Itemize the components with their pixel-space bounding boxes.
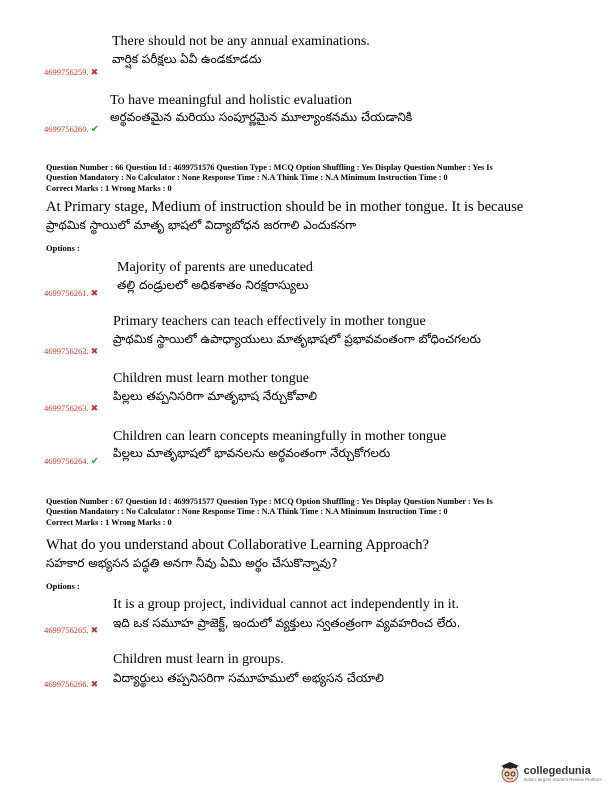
collegedunia-logo	[499, 762, 602, 784]
wrong-mark-icon: ✖	[90, 403, 99, 413]
option-text-te: ఇది ఒక సమూహ ప్రాజెక్ట్, ఇందులో వ్యక్తులు స్వతంత్రంగా వ్యవహరించ లేరు.	[113, 616, 461, 630]
question-marks: Correct Marks : 1 Wrong Marks : 0	[46, 184, 172, 193]
wrong-mark-icon: ✖	[90, 288, 99, 298]
wrong-mark-icon: ✖	[90, 346, 99, 356]
option-text-en: There should not be any annual examinations.	[112, 34, 370, 49]
option-text-te: విద్యార్థులు తప్పనిసరిగా సమూహములో అభ్యసన చేయాలి	[113, 671, 384, 685]
option-text-en: Majority of parents are uneducated	[117, 260, 313, 275]
option-text-en: To have meaningful and holistic evaluation	[110, 93, 353, 108]
option-id: 4699756263. ✖	[44, 403, 99, 413]
option-text-en: Children must learn in groups.	[113, 652, 284, 667]
options-label: Options :	[46, 581, 80, 591]
option-id: 4699756264. ✔	[44, 456, 100, 467]
wrong-mark-icon: ✖	[90, 67, 99, 77]
option-text-en: Primary teachers can teach effectively in mother tongue	[113, 314, 426, 329]
correct-check-icon: ✔	[90, 124, 100, 135]
correct-check-icon: ✔	[90, 456, 100, 467]
options-label: Options :	[46, 243, 80, 253]
question-marks: Correct Marks : 1 Wrong Marks : 0	[46, 518, 172, 527]
option-text-te: అర్థవంతమైన మరియు సంపూర్ణమైన మూల్యాంకనము చేయడానికి	[110, 110, 413, 124]
question-meta: Question Number : 66 Question Id : 4699751576 Question Type : MCQ Option Shuffling : Yes Display Question Number : Yes Is	[46, 163, 493, 172]
option-id: 4699756260. ✔	[44, 124, 100, 135]
question-meta: Question Mandatory : No Calculator : None Response Time : N.A Think Time : N.A Minimum Instruction Time : 0	[46, 173, 448, 182]
option-text-te: వార్షిక పరీక్షలు ఏవీ ఉండకూడదు	[112, 52, 262, 66]
option-text-te: పిల్లలు మాతృభాషలో భావనలను అర్థవంతంగా నేర్చుకోగలరు	[113, 446, 391, 460]
option-id: 4699756261. ✖	[44, 288, 99, 298]
wrong-mark-icon: ✖	[90, 625, 99, 635]
option-text-en: Children can learn concepts meaningfully in mother tongue	[113, 429, 447, 444]
option-text-en: It is a group project, individual cannot act independently in it.	[113, 597, 460, 612]
mascot-icon	[499, 762, 521, 784]
question-stem-en: At Primary stage, Medium of instruction should be in mother tongue. It is because	[46, 199, 524, 215]
wrong-mark-icon: ✖	[90, 679, 99, 689]
option-text-te: పిల్లలు తప్పనిసరిగా మాతృభాష నేర్చుకోవాలి	[113, 389, 318, 403]
logo-tagline: India's largest Student Review Platform	[523, 776, 602, 782]
option-text-te: ప్రాథమిక స్థాయిలో ఉపాధ్యాయులు మాతృభాషలో ప్రభావవంతంగా బోధించగలరు	[113, 332, 481, 346]
option-text-en: Children must learn mother tongue	[113, 371, 309, 386]
option-id: 4699756262. ✖	[44, 346, 99, 356]
question-stem-te: సహకార అభ్యసన పద్ధతి అనగా నీవు ఏమి అర్థం చేసుకొన్నావు?	[46, 556, 338, 570]
question-stem-en: What do you understand about Collaborative Learning Approach?	[46, 537, 429, 553]
option-id: 4699756265. ✖	[44, 625, 99, 635]
option-id: 4699756266. ✖	[44, 679, 99, 689]
question-meta: Question Mandatory : No Calculator : None Response Time : N.A Think Time : N.A Minimum Instruction Time : 0	[46, 507, 448, 516]
option-text-te: తల్లి దండ్రులలో అధికశాతం నిరక్షరాస్యులు	[117, 278, 309, 292]
option-id: 4699756259. ✖	[44, 67, 99, 77]
question-stem-te: ప్రాథమిక స్థాయిలో మాతృ భాషలో విద్యాబోధన జరగాలి ఎందుకనగా	[46, 218, 357, 232]
question-meta: Question Number : 67 Question Id : 4699751577 Question Type : MCQ Option Shuffling : Yes Display Question Number : Yes Is	[46, 497, 493, 506]
logo-name: collegedunia	[523, 764, 591, 777]
